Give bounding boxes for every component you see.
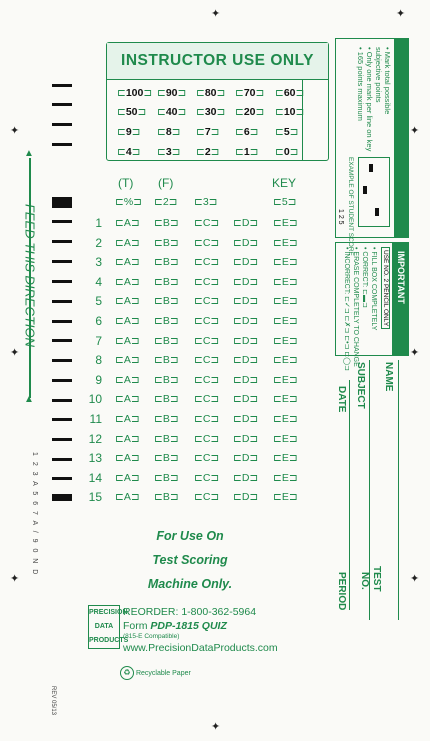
answer-bubble[interactable]: ⊏B⊐ xyxy=(154,334,179,347)
answer-bubble[interactable]: ⊏D⊐ xyxy=(233,471,259,484)
instructor-point-bubble[interactable]: ⊏6⊐ xyxy=(235,126,259,138)
answer-bubble[interactable]: ⊏E⊐ xyxy=(273,452,298,465)
answer-bubble[interactable]: ⊏D⊐ xyxy=(233,373,259,386)
answer-bubble[interactable]: ⊏A⊐ xyxy=(115,354,140,367)
note-one-mark: • Only one mark per line on key xyxy=(365,47,374,152)
question-number: 6 xyxy=(95,314,102,328)
question-number: 2 xyxy=(95,235,102,250)
answer-bubble[interactable]: ⊏B⊐ xyxy=(154,471,179,484)
timing-mark-end xyxy=(52,494,72,501)
question-number: 10 xyxy=(88,392,102,407)
answer-bubble[interactable]: ⊏C⊐ xyxy=(194,432,220,445)
question-number: 5 xyxy=(95,294,102,309)
answer-bubble[interactable]: ⊏E⊐ xyxy=(273,295,298,308)
test-no-label: NO. xyxy=(359,572,370,590)
answer-bubble[interactable]: ⊏D⊐ xyxy=(233,256,259,269)
question-number: 1 xyxy=(95,216,102,230)
timing-mark xyxy=(52,220,72,223)
crop-mark-top: ✦ xyxy=(211,8,221,20)
instructor-point-bubble[interactable]: ⊏0⊐ xyxy=(275,146,299,158)
answer-bubble[interactable]: ⊏D⊐ xyxy=(233,413,259,425)
timing-mark xyxy=(52,438,72,441)
pencil-note: USE NO. 2 PENCIL ONLY xyxy=(381,247,390,329)
timing-mark xyxy=(52,143,72,146)
timing-mark xyxy=(52,103,72,106)
answer-bubble[interactable]: ⊏B⊐ xyxy=(154,491,179,504)
answer-bubble[interactable]: ⊏B⊐ xyxy=(154,256,179,269)
answer-bubble[interactable]: ⊏E⊐ xyxy=(273,471,298,484)
instructor-point-bubble[interactable]: ⊏5⊐ xyxy=(275,126,299,138)
answer-bubble[interactable]: ⊏B⊐ xyxy=(154,295,179,308)
answer-bubble[interactable]: ⊏E⊐ xyxy=(273,334,298,347)
crop-mark-right-mid: ✦ xyxy=(410,347,420,359)
answer-bubble[interactable]: ⊏E⊐ xyxy=(273,275,298,288)
timing-mark xyxy=(52,280,72,283)
arrow-up-icon: ▲ xyxy=(24,394,34,405)
answer-bubble[interactable]: ⊏D⊐ xyxy=(233,236,259,249)
website-link[interactable]: www.PrecisionDataProducts.com xyxy=(123,642,278,654)
incorrect-note: • INCORRECT: ⊏✓⊐ ⊏✗⊐ ⊏•⊐ ⊏◯⊐ xyxy=(343,247,350,371)
answer-bubble[interactable]: ⊏C⊐ xyxy=(194,393,220,406)
test-label: TEST xyxy=(371,566,382,592)
arrow-up-icon: ▲ xyxy=(24,148,34,159)
question-number: 13 xyxy=(88,451,102,466)
crop-mark-bottom: ✦ xyxy=(211,721,221,733)
answer-bubble[interactable]: ⊏A⊐ xyxy=(115,471,140,484)
revision-label: REV 05/13 xyxy=(50,686,56,716)
example-score-grid xyxy=(358,157,390,227)
feed-direction xyxy=(20,148,40,408)
instructor-point-bubble[interactable]: ⊏40⊐ xyxy=(157,106,187,118)
answer-bubble[interactable]: ⊏A⊐ xyxy=(115,432,140,445)
answer-bubble[interactable]: ⊏E⊐ xyxy=(273,315,298,327)
answer-bubble[interactable]: ⊏B⊐ xyxy=(154,393,179,406)
answer-bubble[interactable]: ⊏A⊐ xyxy=(115,217,140,229)
timing-mark xyxy=(52,260,72,263)
answer-bubble[interactable]: ⊏A⊐ xyxy=(115,295,140,308)
answer-bubble[interactable]: ⊏D⊐ xyxy=(233,295,259,308)
answer-bubble[interactable]: ⊏A⊐ xyxy=(115,256,140,269)
subject-label: SUBJECT xyxy=(355,362,366,409)
form-number: PDP-1815 QUIZ xyxy=(150,620,227,632)
answer-bubble[interactable]: ⊏D⊐ xyxy=(233,334,259,347)
answer-bubble[interactable]: ⊏B⊐ xyxy=(154,275,179,288)
machine-note: For Use On Test Scoring Machine Only. xyxy=(147,529,233,591)
instructor-point-bubble[interactable]: ⊏7⊐ xyxy=(196,126,220,138)
timing-mark xyxy=(52,300,72,303)
crop-mark-left-top: ✦ xyxy=(10,125,20,137)
question-number: 4 xyxy=(95,274,102,289)
answer-bubble[interactable]: ⊏D⊐ xyxy=(233,275,259,288)
question-number: 3 xyxy=(95,255,102,270)
three-bubble[interactable]: ⊏3⊐ xyxy=(194,196,218,208)
timing-mark xyxy=(52,418,72,421)
instructor-point-bubble[interactable]: ⊏90⊐ xyxy=(157,87,187,99)
instructor-point-bubble[interactable]: ⊏9⊐ xyxy=(117,126,141,138)
answer-bubble[interactable]: ⊏B⊐ xyxy=(154,217,179,229)
answer-bubble[interactable]: ⊏C⊐ xyxy=(194,373,220,386)
answer-bubble[interactable]: ⊏D⊐ xyxy=(233,393,259,406)
answer-bubble[interactable]: ⊏D⊐ xyxy=(233,217,259,229)
form-digits: 1 2 3 A 5 6 7 A / 9 0 N D xyxy=(31,452,38,577)
instructor-point-bubble[interactable]: ⊏8⊐ xyxy=(157,126,181,138)
note-subjective: subjective points xyxy=(374,47,383,103)
instructor-point-bubble[interactable]: ⊏50⊐ xyxy=(117,106,147,118)
answer-bubble[interactable]: ⊏D⊐ xyxy=(233,354,259,367)
reorder-phone: REORDER: 1-800-362-5964 xyxy=(123,606,257,618)
pct-bubble[interactable]: ⊏%⊐ xyxy=(115,196,142,208)
feed-direction-text: FEED THIS DIRECTION xyxy=(22,203,38,347)
question-number: 8 xyxy=(95,353,102,368)
answer-bubble[interactable]: ⊏C⊐ xyxy=(194,452,220,465)
instructor-use-box xyxy=(106,42,329,161)
date-label: DATE xyxy=(336,386,347,413)
answer-bubble[interactable]: ⊏B⊐ xyxy=(154,315,179,327)
timing-mark xyxy=(52,339,72,342)
answer-bubble[interactable]: ⊏E⊐ xyxy=(273,432,298,445)
instructor-point-bubble[interactable]: ⊏100⊐ xyxy=(117,87,153,99)
answer-bubble[interactable]: ⊏D⊐ xyxy=(233,315,259,327)
timing-mark xyxy=(52,458,72,461)
answer-bubble[interactable]: ⊏E⊐ xyxy=(273,256,298,269)
two-bubble[interactable]: ⊏2⊐ xyxy=(154,196,178,208)
timing-mark-start xyxy=(52,197,72,208)
answer-bubble[interactable]: ⊏A⊐ xyxy=(115,236,140,249)
answer-bubble[interactable]: ⊏C⊐ xyxy=(194,491,220,504)
example-label: EXAMPLE OF STUDENT SCORE xyxy=(347,157,354,256)
answer-bubble[interactable]: ⊏C⊐ xyxy=(194,295,220,308)
answer-bubble[interactable]: ⊏C⊐ xyxy=(194,256,220,269)
instructions-panel xyxy=(335,38,409,256)
fill-box-note: • FILL BOX COMPLETELY xyxy=(370,247,377,331)
period-label: PERIOD xyxy=(336,572,347,611)
timing-mark xyxy=(52,359,72,362)
question-number: 12 xyxy=(88,431,102,446)
note-mark-total: • Mark total possible xyxy=(383,47,392,115)
reorder-info: REORDER: 1-800-362-5964 Form PDP-1815 QUIZ (815-E Compatible) www.PrecisionDataProducts.com xyxy=(123,606,278,654)
erase-note: • ERASE COMPLETELY TO CHANGE xyxy=(352,247,359,367)
answer-bubble[interactable]: ⊏C⊐ xyxy=(194,236,220,249)
answer-bubble[interactable]: ⊏D⊐ xyxy=(233,452,259,465)
crop-mark-left-mid: ✦ xyxy=(10,347,20,359)
compat-note: (815-E Compatible) xyxy=(123,633,180,640)
answer-bubble[interactable]: ⊏C⊐ xyxy=(194,334,220,347)
example-numbers: 1 2 5 xyxy=(337,209,344,225)
question-number: 9 xyxy=(95,372,102,387)
correct-note: • CORRECT: ⊏▬⊐ xyxy=(361,247,368,308)
answer-bubble[interactable]: ⊏C⊐ xyxy=(194,315,220,327)
question-number: 11 xyxy=(89,412,102,426)
answer-bubble[interactable]: ⊏B⊐ xyxy=(154,432,179,445)
instructor-point-bubble[interactable]: ⊏1⊐ xyxy=(235,146,259,158)
answer-bubble[interactable]: ⊏A⊐ xyxy=(115,334,140,347)
instructor-point-bubble[interactable]: ⊏60⊐ xyxy=(275,87,305,99)
answer-bubble[interactable]: ⊏B⊐ xyxy=(154,354,179,367)
answer-bubble[interactable]: ⊏C⊐ xyxy=(194,275,220,288)
crop-mark-top-right: ✦ xyxy=(396,8,406,20)
timing-mark xyxy=(52,379,72,382)
answer-bubble[interactable]: ⊏A⊐ xyxy=(115,275,140,288)
instructor-point-bubble[interactable]: ⊏20⊐ xyxy=(235,106,265,118)
timing-mark xyxy=(52,240,72,243)
timing-mark xyxy=(52,320,72,323)
precision-data-logo: PRECISION DATA PRODUCTS xyxy=(88,605,120,649)
answer-bubble[interactable]: ⊏B⊐ xyxy=(154,236,179,249)
answer-bubble[interactable]: ⊏D⊐ xyxy=(233,432,259,445)
answer-bubble[interactable]: ⊏A⊐ xyxy=(115,452,140,465)
answer-bubble[interactable]: ⊏E⊐ xyxy=(273,373,298,386)
false-header: (F) xyxy=(158,176,174,190)
timing-mark xyxy=(52,477,72,480)
question-number: 15 xyxy=(88,490,102,505)
crop-mark-right-bottom: ✦ xyxy=(410,573,420,585)
answer-bubble[interactable]: ⊏E⊐ xyxy=(273,217,298,229)
instructor-point-bubble[interactable]: ⊏3⊐ xyxy=(157,146,181,158)
question-number: 14 xyxy=(88,470,102,485)
answer-bubble[interactable]: ⊏B⊐ xyxy=(154,452,179,465)
answer-bubble[interactable]: ⊏A⊐ xyxy=(115,413,140,425)
crop-mark-left-bottom: ✦ xyxy=(10,573,20,585)
name-label: NAME xyxy=(383,362,394,392)
answer-bubble[interactable]: ⊏E⊐ xyxy=(273,354,298,367)
instructor-point-bubble[interactable]: ⊏80⊐ xyxy=(196,87,226,99)
question-number: 7 xyxy=(95,333,102,348)
answer-bubble[interactable]: ⊏B⊐ xyxy=(154,413,179,425)
instructor-point-bubble[interactable]: ⊏30⊐ xyxy=(196,106,226,118)
answer-bubble[interactable]: ⊏A⊐ xyxy=(115,491,140,504)
answer-bubble[interactable]: ⊏E⊐ xyxy=(273,236,298,249)
important-panel xyxy=(335,242,409,371)
instructor-title: INSTRUCTOR USE ONLY xyxy=(107,43,328,80)
answer-bubble[interactable]: ⊏A⊐ xyxy=(115,373,140,386)
five-bubble[interactable]: ⊏5⊐ xyxy=(273,196,297,208)
answer-bubble[interactable]: ⊏A⊐ xyxy=(115,315,140,327)
true-header: (T) xyxy=(118,176,134,190)
answer-bubble[interactable]: ⊏D⊐ xyxy=(233,491,259,504)
answer-bubble[interactable]: ⊏E⊐ xyxy=(273,413,298,425)
instructor-point-bubble[interactable]: ⊏10⊐ xyxy=(275,106,305,118)
instructor-point-bubble[interactable]: ⊏70⊐ xyxy=(235,87,265,99)
answer-bubble[interactable]: ⊏C⊐ xyxy=(194,471,220,484)
timing-mark xyxy=(52,123,72,126)
instructor-point-bubble[interactable]: ⊏2⊐ xyxy=(196,146,220,158)
answer-bubble[interactable]: ⊏C⊐ xyxy=(194,217,220,229)
note-max-points: • 165 points maximum xyxy=(356,47,365,121)
key-header: KEY xyxy=(272,176,297,190)
recycle-icon: ♻ xyxy=(120,666,134,680)
answer-bubble[interactable]: ⊏C⊐ xyxy=(194,354,220,367)
recycle-note: ♻ Recyclable Paper xyxy=(120,666,191,680)
timing-mark xyxy=(52,84,72,87)
answer-bubble[interactable]: ⊏B⊐ xyxy=(154,373,179,386)
instructor-point-bubble[interactable]: ⊏4⊐ xyxy=(117,146,141,158)
answer-bubble[interactable]: ⊏C⊐ xyxy=(194,413,220,425)
crop-mark-right-top: ✦ xyxy=(410,125,420,137)
answer-bubble[interactable]: ⊏E⊐ xyxy=(273,393,298,406)
timing-mark xyxy=(52,399,72,402)
answer-bubble[interactable]: ⊏A⊐ xyxy=(115,393,140,406)
answer-bubble[interactable]: ⊏E⊐ xyxy=(273,491,298,504)
important-title: IMPORTANT xyxy=(396,251,406,304)
